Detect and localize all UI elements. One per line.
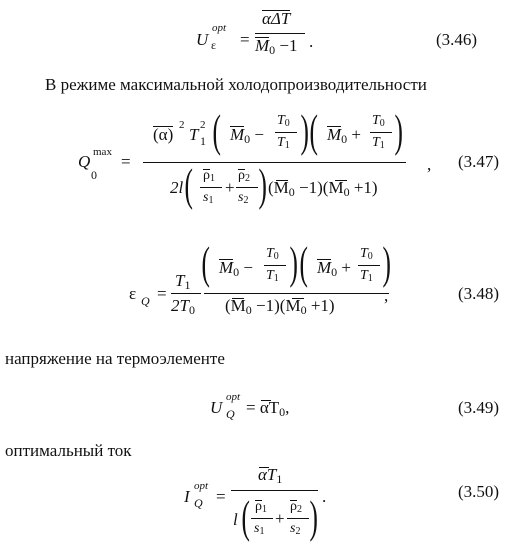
eq348-lhs: ε <box>129 284 137 303</box>
eq349-number: (3.49) <box>458 398 500 417</box>
paragraph-line-1: В режиме максимальной холодопроизводительности <box>45 75 427 94</box>
eq348-number: (3.48) <box>458 284 500 303</box>
eq347-paren-close-2: ) <box>394 105 403 156</box>
eq350-number: (3.50) <box>458 482 500 501</box>
eq347-lhs: Q <box>78 152 91 171</box>
eq347-paren-open-1: ( <box>212 105 221 156</box>
eq349-lhs: U <box>210 398 223 417</box>
eq350-lhs: I <box>184 487 190 506</box>
eq346-den-m: M <box>255 36 270 55</box>
page: U opt ε = αΔT M0 −1 . (3.46) В режиме максимальной холодопроизводительности Q 0 max = (α) 2 T 2 1 ( M0 − T0 T1 ) ( M0 + T0 T1 ) 2l ( ρ1 s1 + ρ2 s2 ) (M0 −1)(M0 +1) , (3.47) ε Q = T1 2T0 ( M0 − T0 T1 ) ( M0 + T0 T1 ) (M0 −1)(M0 +1) , (3.48) напряжение на термоэлементе U opt Q = αT0, (3.49) оптимальный ток I opt Q = αT1 l ( ρ1 s1 + ρ2 s2 ) . (3.50) <box>5 9 500 542</box>
eq348-fraction-bar <box>204 293 389 294</box>
eq346-sup: opt <box>212 22 227 34</box>
eq346-sub: ε <box>211 38 217 52</box>
eq347-paren-close-1: ) <box>300 105 309 156</box>
eq346-num: αΔT <box>262 9 291 28</box>
paragraph-line-2: напряжение на термоэлементе <box>5 349 225 368</box>
eq347-alpha: (α) <box>153 125 174 144</box>
eq347-paren-open-2: ( <box>309 105 318 156</box>
eq346-lhs: U <box>196 30 209 49</box>
paragraph-line-3: оптимальный ток <box>5 441 132 460</box>
eq346-number: (3.46) <box>436 30 478 49</box>
eq346-fraction-bar <box>255 33 305 34</box>
eq346-equals: = <box>240 30 250 49</box>
eq347-number: (3.47) <box>458 152 500 171</box>
eq347-fraction-bar <box>143 162 406 163</box>
